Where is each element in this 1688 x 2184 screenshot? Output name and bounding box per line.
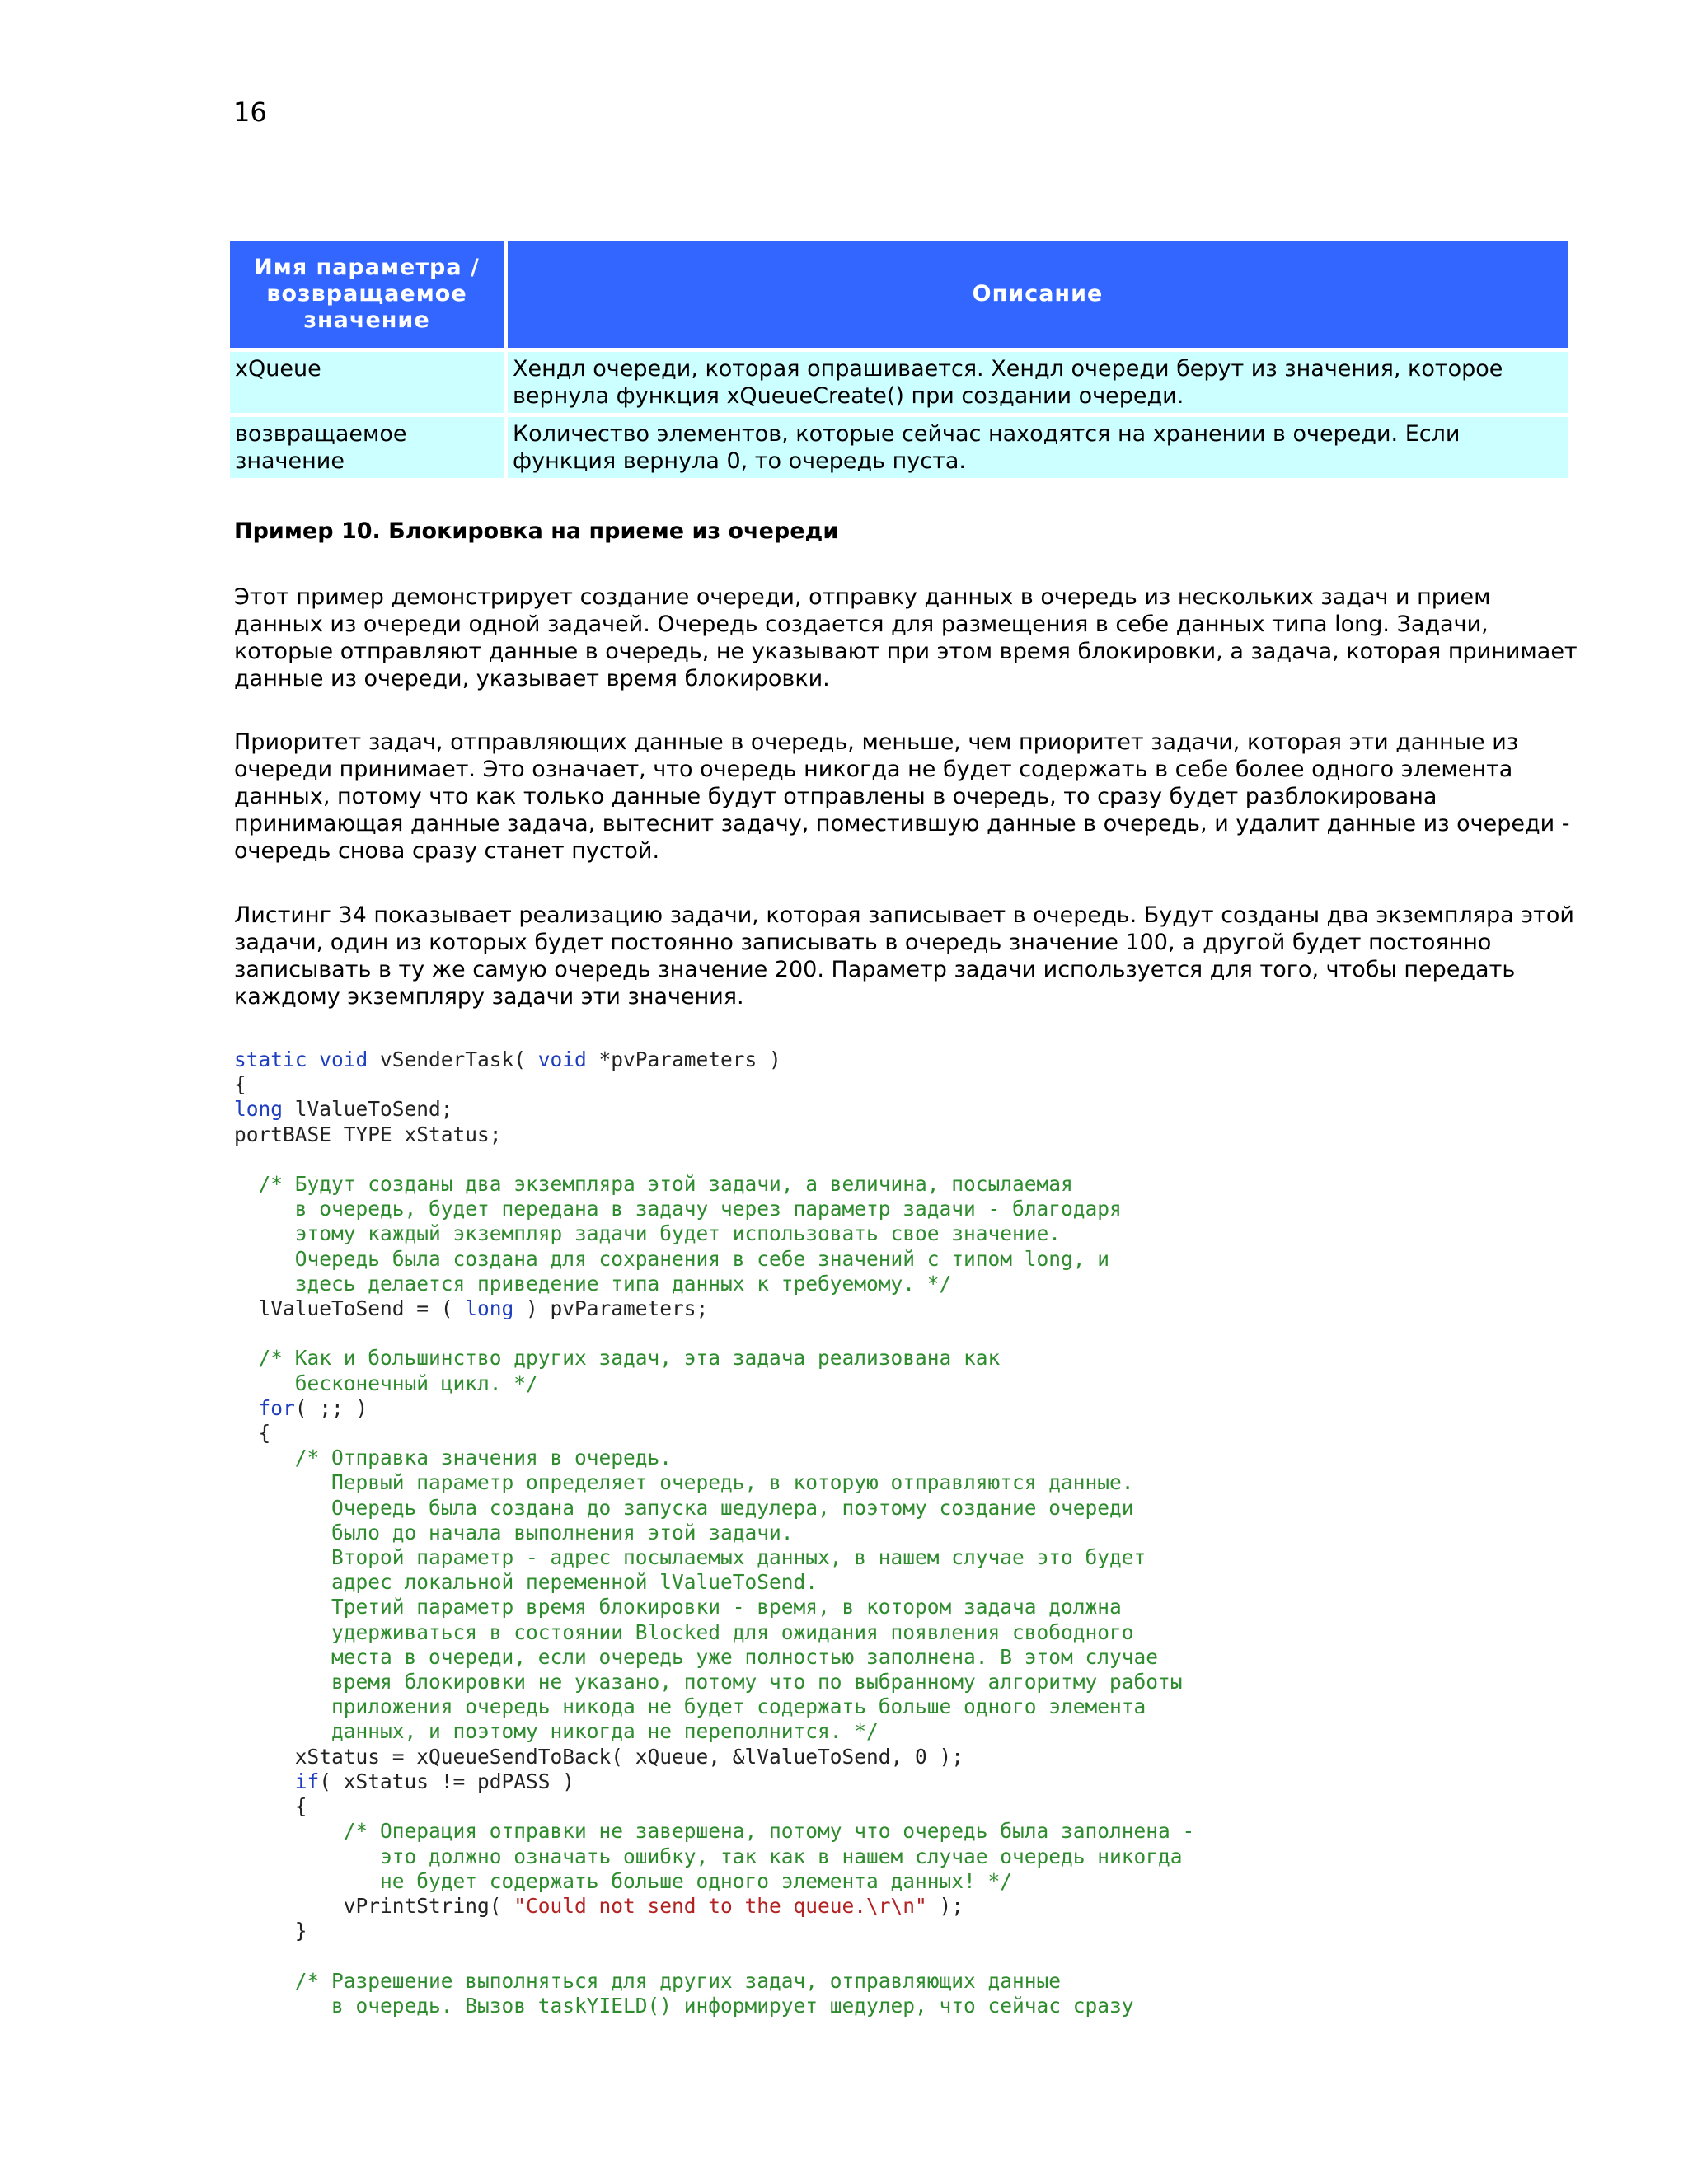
code-comment: /* Операция отправки не завершена, потому что очередь была заполнена -	[343, 1819, 1195, 1844]
code-comment: этому каждый экземпляр задачи будет использовать свое значение.	[234, 1221, 1062, 1246]
code-comment: /* Как и большинство других задач, эта задача реализована как	[258, 1346, 1001, 1371]
code-comment: Третий параметр время блокировки - время, в котором задача должна	[234, 1595, 1122, 1619]
code-text: {	[234, 1421, 271, 1446]
code-line	[234, 1247, 1194, 1272]
code-keyword: long	[465, 1296, 514, 1321]
table-cell-name: возвращаемое значение	[230, 417, 504, 478]
code-line	[234, 1072, 1194, 1097]
code-line	[234, 1321, 1194, 1346]
code-line	[234, 1521, 1194, 1545]
code-line	[234, 1272, 1194, 1296]
code-line	[234, 1719, 1194, 1744]
code-line	[234, 1844, 1194, 1869]
code-comment: бесконечный цикл. */	[234, 1371, 538, 1395]
code-text: vPrintString(	[234, 1893, 514, 1918]
code-text: ( xStatus != pdPASS )	[319, 1769, 575, 1793]
code-keyword: for	[258, 1395, 295, 1420]
code-line	[234, 1745, 1194, 1769]
table-row	[230, 352, 1568, 413]
code-text: ) pvParameters;	[513, 1296, 709, 1321]
table-cell-description: Хендл очереди, которая опрашивается. Хендл очереди берут из значения, которое вернула функция xQueueCreate() при создании очереди.	[508, 352, 1568, 413]
paragraph: Приоритет задач, отправляющих данные в очередь, меньше, чем приоритет задачи, которая эти данные из очереди принимает. Это означает, что очередь никогда не будет содержать в себе более одного элемента данных, потому что как только данные будут отправлены в очередь, то сразу будет разблокирована принимающая данные задача, вытеснит задачу, поместившую данные в очередь, и удалит данные из очереди - очередь снова сразу станет пустой.	[234, 729, 1570, 864]
code-text	[234, 1446, 295, 1469]
code-line	[234, 1371, 1194, 1396]
code-line	[234, 1197, 1194, 1221]
code-line	[234, 1296, 1194, 1321]
code-line	[234, 1620, 1194, 1645]
table-header-row	[230, 241, 1568, 348]
code-comment: /* Отправка значения в очередь.	[294, 1446, 673, 1470]
code-line	[234, 1694, 1194, 1719]
code-comment: места в очереди, если очередь уже полностью заполнена. В этом случае	[234, 1644, 1159, 1669]
code-comment: в очередь, будет передана в задачу через параметр задачи - благодаря	[234, 1197, 1122, 1221]
page-number: 16	[233, 96, 267, 128]
code-line	[234, 1172, 1194, 1197]
code-text: portBASE_TYPE xStatus;	[234, 1122, 502, 1146]
code-line	[234, 1097, 1194, 1122]
table-cell-description: Количество элементов, которые сейчас находятся на хранении в очереди. Если функция вернула 0, то очередь пуста.	[508, 417, 1568, 478]
code-line	[234, 1470, 1194, 1495]
code-line	[234, 1570, 1194, 1595]
code-line	[234, 1869, 1194, 1894]
code-line	[234, 1595, 1194, 1619]
code-text: ( ;; )	[294, 1395, 368, 1420]
code-text	[234, 1969, 295, 1993]
code-line	[234, 1346, 1194, 1371]
code-comment: адрес локальной переменной lValueToSend.	[234, 1570, 818, 1595]
code-keyword: long	[234, 1097, 284, 1122]
code-line	[234, 1943, 1194, 1968]
code-text: }	[234, 1919, 307, 1943]
code-line	[234, 1396, 1194, 1421]
section-heading: Пример 10. Блокировка на приеме из очереди	[234, 518, 839, 544]
code-comment: /* Разрешение выполняться для других задач, отправляющих данные	[294, 1968, 1062, 1993]
code-line	[234, 1147, 1194, 1172]
code-line	[234, 1496, 1194, 1521]
code-comment: Очередь была создана для сохранения в себе значений с типом long, и	[234, 1246, 1110, 1271]
code-comment: время блокировки не указано, потому что по выбранному алгоритму работы	[234, 1670, 1183, 1694]
paragraph: Листинг 34 показывает реализацию задачи, которая записывает в очередь. Будут созданы два экземпляра этой задачи, один из которых будет постоянно записывать в очередь значение 100, а другой будет постоянно записывать в ту же самую очередь значение 200. Параметр задачи используется для того, чтобы передать каждому экземпляру задачи эти значения.	[234, 902, 1574, 1010]
code-line	[234, 1969, 1194, 1994]
code-keyword: void	[537, 1047, 587, 1071]
code-line	[234, 1047, 1194, 1072]
code-text	[234, 1346, 259, 1370]
code-line	[234, 1645, 1194, 1670]
code-text	[234, 1769, 295, 1793]
code-line	[234, 1769, 1194, 1794]
code-comment: здесь делается приведение типа данных к требуемому. */	[234, 1271, 952, 1296]
code-keyword: if	[294, 1769, 320, 1793]
paragraph: Этот пример демонстрирует создание очереди, отправку данных в очередь из нескольких задач и прием данных из очереди одной задачей. Очередь создается для размещения в себе данных типа long. Задачи, которые отправляют данные в очередь, не указывают при этом время блокировки, а задача, которая принимает данные из очереди, указывает время блокировки.	[234, 584, 1578, 691]
code-line	[234, 1819, 1194, 1844]
code-comment: Второй параметр - адрес посылаемых данных, в нашем случае это будет	[234, 1545, 1146, 1570]
code-text	[234, 1396, 259, 1420]
code-line	[234, 1421, 1194, 1446]
code-comment: данных, и поэтому никогда не переполнится. */	[234, 1719, 879, 1744]
code-comment: было до начала выполнения этой задачи.	[234, 1520, 794, 1544]
code-text: lValueToSend;	[283, 1097, 453, 1122]
code-comment: не будет содержать больше одного элемента данных! */	[234, 1868, 1013, 1893]
code-text: *pvParameters )	[586, 1047, 781, 1071]
code-string: "Could not send to the queue.\r\n"	[513, 1893, 927, 1918]
code-text: vSenderTask(	[368, 1047, 538, 1071]
code-comment: приложения очередь никода не будет содержать больше одного элемента	[234, 1694, 1146, 1719]
table-row	[230, 417, 1568, 478]
code-text: {	[234, 1794, 307, 1819]
code-comment: Очередь была создана до запуска шедулера, поэтому создание очереди	[234, 1495, 1134, 1520]
code-keyword: static void	[234, 1047, 368, 1071]
code-comment: это должно означать ошибку, так как в нашем случае очередь никогда	[234, 1844, 1183, 1868]
code-text	[234, 1819, 344, 1843]
code-text: xStatus = xQueueSendToBack( xQueue, &lValueToSend, 0 );	[234, 1744, 964, 1769]
table-header-description: Описание	[508, 241, 1568, 348]
parameter-table	[226, 237, 1572, 482]
code-listing	[234, 1047, 1194, 2018]
code-line	[234, 1545, 1194, 1570]
code-line	[234, 1670, 1194, 1694]
code-line	[234, 1894, 1194, 1919]
code-line	[234, 1446, 1194, 1470]
code-line	[234, 1794, 1194, 1819]
code-text: );	[926, 1893, 964, 1918]
code-comment: удерживаться в состоянии Blocked для ожидания появления свободного	[234, 1619, 1134, 1644]
code-line	[234, 1919, 1194, 1943]
code-comment: /* Будут созданы два экземпляра этой задачи, а величина, посылаемая	[258, 1172, 1073, 1197]
code-text: lValueToSend = (	[234, 1296, 466, 1321]
code-comment: Первый параметр определяет очередь, в которую отправляются данные.	[234, 1470, 1134, 1495]
table-header-name: Имя параметра / возвращаемое значение	[230, 241, 504, 348]
code-text	[234, 1172, 259, 1196]
code-line	[234, 1994, 1194, 2018]
code-line	[234, 1122, 1194, 1147]
code-comment: в очередь. Вызов taskYIELD() информирует шедулер, что сейчас сразу	[234, 1993, 1134, 2018]
table-cell-name: xQueue	[230, 352, 504, 413]
code-text: {	[234, 1072, 246, 1097]
code-line	[234, 1221, 1194, 1246]
